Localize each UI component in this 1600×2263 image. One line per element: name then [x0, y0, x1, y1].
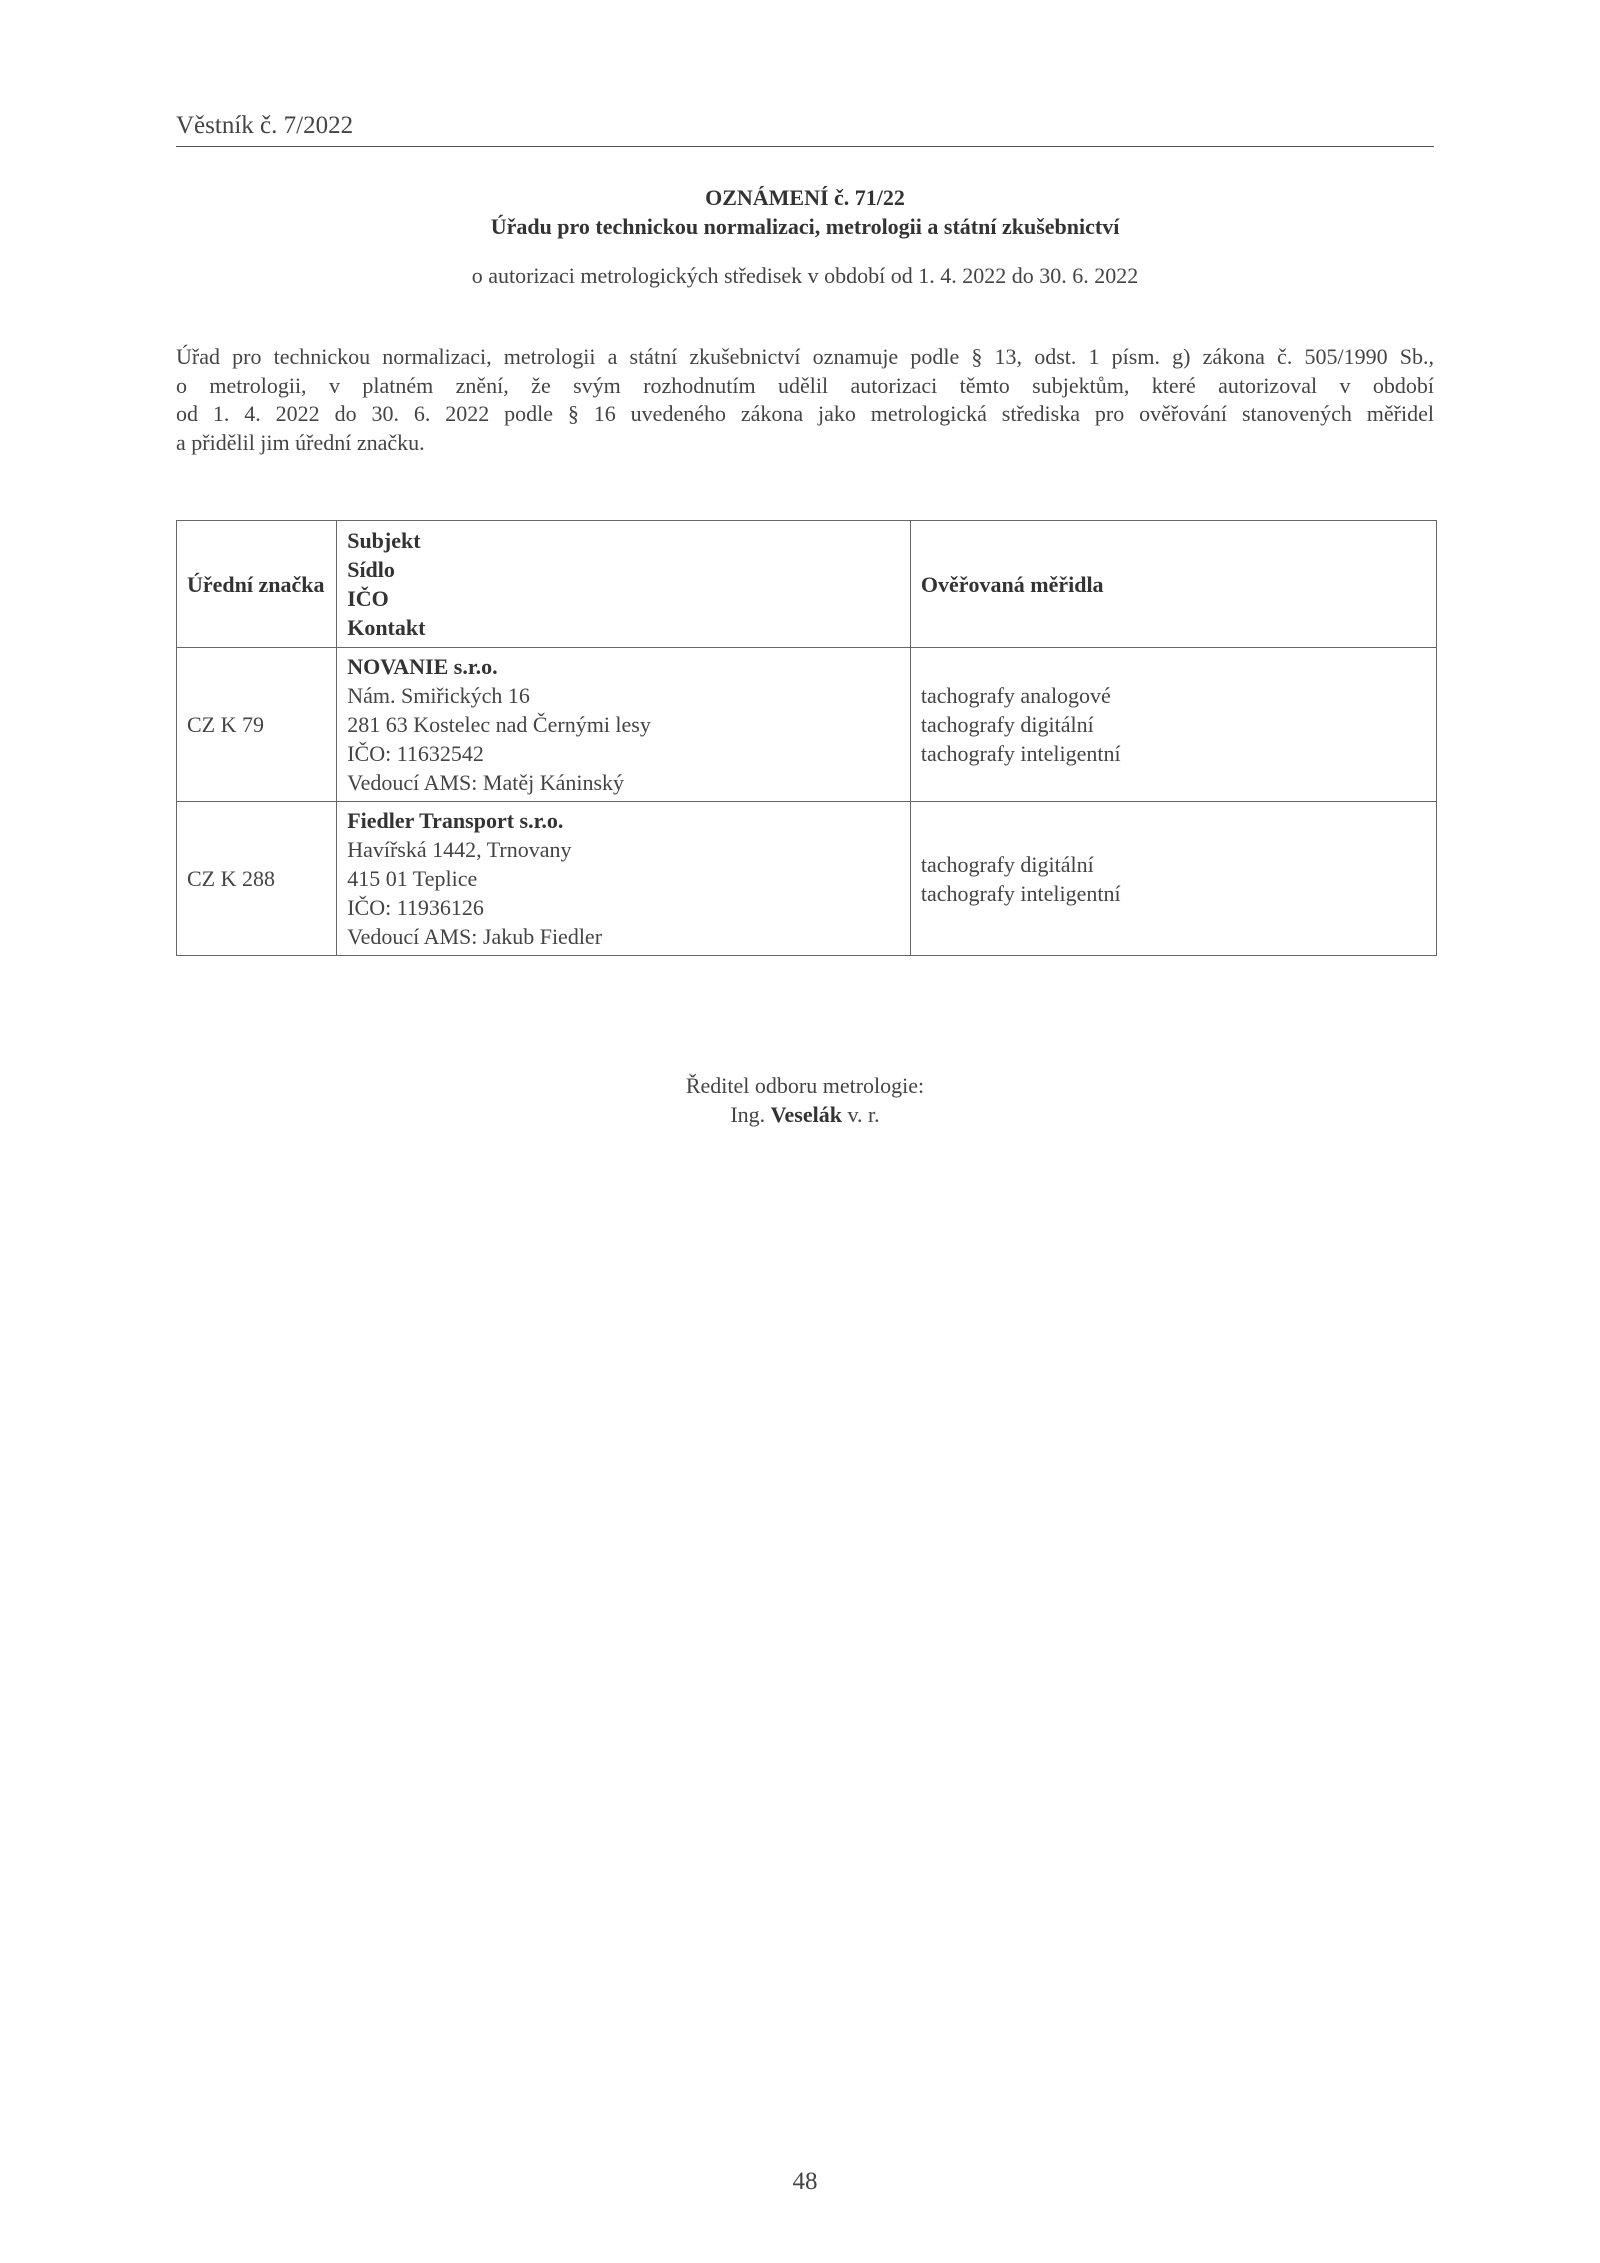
subject-ico: IČO: 11632542 — [347, 741, 484, 766]
header-subject-line: Subjekt — [347, 528, 421, 553]
signature-block — [176, 1071, 1434, 1129]
announcement-subject: o autorizaci metrologických středisek v období od 1. 4. 2022 do 30. 6. 2022 — [471, 263, 1139, 288]
instrument-item: tachografy inteligentní — [920, 741, 1121, 766]
official-mark-cell: CZ K 288 — [177, 802, 337, 956]
instrument-item: tachografy analogové — [920, 683, 1111, 708]
header-seat-line: Sídlo — [347, 557, 395, 582]
official-mark-cell: CZ K 79 — [177, 648, 337, 802]
journal-title: Věstník č. 7/2022 — [176, 112, 354, 139]
intro-line: o metrologii, v platném znění, že svým rozhodnutím udělil autorizaci těmto subjektům, které autorizoval v období — [176, 372, 1434, 398]
header-subject — [337, 521, 911, 648]
authorization-table — [176, 520, 1437, 956]
signatory-suffix: v. r. — [847, 1102, 880, 1127]
intro-line: Úřad pro technickou normalizaci, metrologii a státní zkušebnictví oznamuje podle § 13, odst. 1 písm. g) zákona č. 505/1990 Sb., — [176, 344, 1434, 369]
page-number: 48 — [792, 2168, 818, 2195]
signatory-name: Veselák — [770, 1102, 842, 1127]
signatory-prefix: Ing. — [730, 1102, 766, 1127]
instruments-cell — [910, 802, 1436, 956]
instruments-cell — [910, 648, 1436, 802]
header-contact-line: Kontakt — [347, 615, 426, 640]
instrument-item: tachografy digitální — [920, 712, 1094, 737]
instrument-item: tachografy inteligentní — [920, 880, 1121, 906]
header-instruments: Ověřovaná měřidla — [910, 521, 1436, 648]
subject-name: Fiedler Transport s.r.o. — [347, 808, 564, 833]
table-row — [177, 802, 1437, 956]
subject-address-line: 415 01 Teplice — [347, 866, 478, 891]
intro-line: a přidělil jim úřední značku. — [176, 429, 425, 455]
subject-address-line: 281 63 Kostelec nad Černými lesy — [347, 712, 651, 737]
intro-paragraph — [176, 343, 1434, 457]
subject-address-line: Havířská 1442, Trnovany — [347, 837, 572, 862]
table-row — [177, 648, 1437, 802]
subject-contact: Vedoucí AMS: Matěj Káninský — [347, 770, 625, 795]
announcement-title-block — [176, 183, 1434, 290]
instrument-item: tachografy digitální — [920, 851, 1094, 877]
page-header — [176, 112, 1434, 147]
subject-name: NOVANIE s.r.o. — [347, 654, 498, 679]
subject-cell — [337, 802, 911, 956]
header-ico-line: IČO — [347, 586, 389, 611]
signatory-role: Ředitel odboru metrologie: — [685, 1073, 925, 1098]
signatory-name-line — [176, 1100, 1434, 1129]
intro-line: od 1. 4. 2022 do 30. 6. 2022 podle § 16 uvedeného zákona jako metrologická střediska pro ověřování stanovených měřidel — [176, 401, 1434, 426]
announcement-number: OZNÁMENÍ č. 71/22 — [705, 185, 905, 210]
table-header-row — [177, 521, 1437, 648]
header-official-mark: Úřední značka — [177, 521, 337, 648]
subject-address-line: Nám. Smiřických 16 — [347, 683, 530, 708]
issuing-authority: Úřadu pro technickou normalizaci, metrologii a státní zkušebnictví — [490, 214, 1120, 239]
subject-ico: IČO: 11936126 — [347, 895, 484, 920]
subject-contact: Vedoucí AMS: Jakub Fiedler — [347, 924, 603, 949]
subject-cell — [337, 648, 911, 802]
